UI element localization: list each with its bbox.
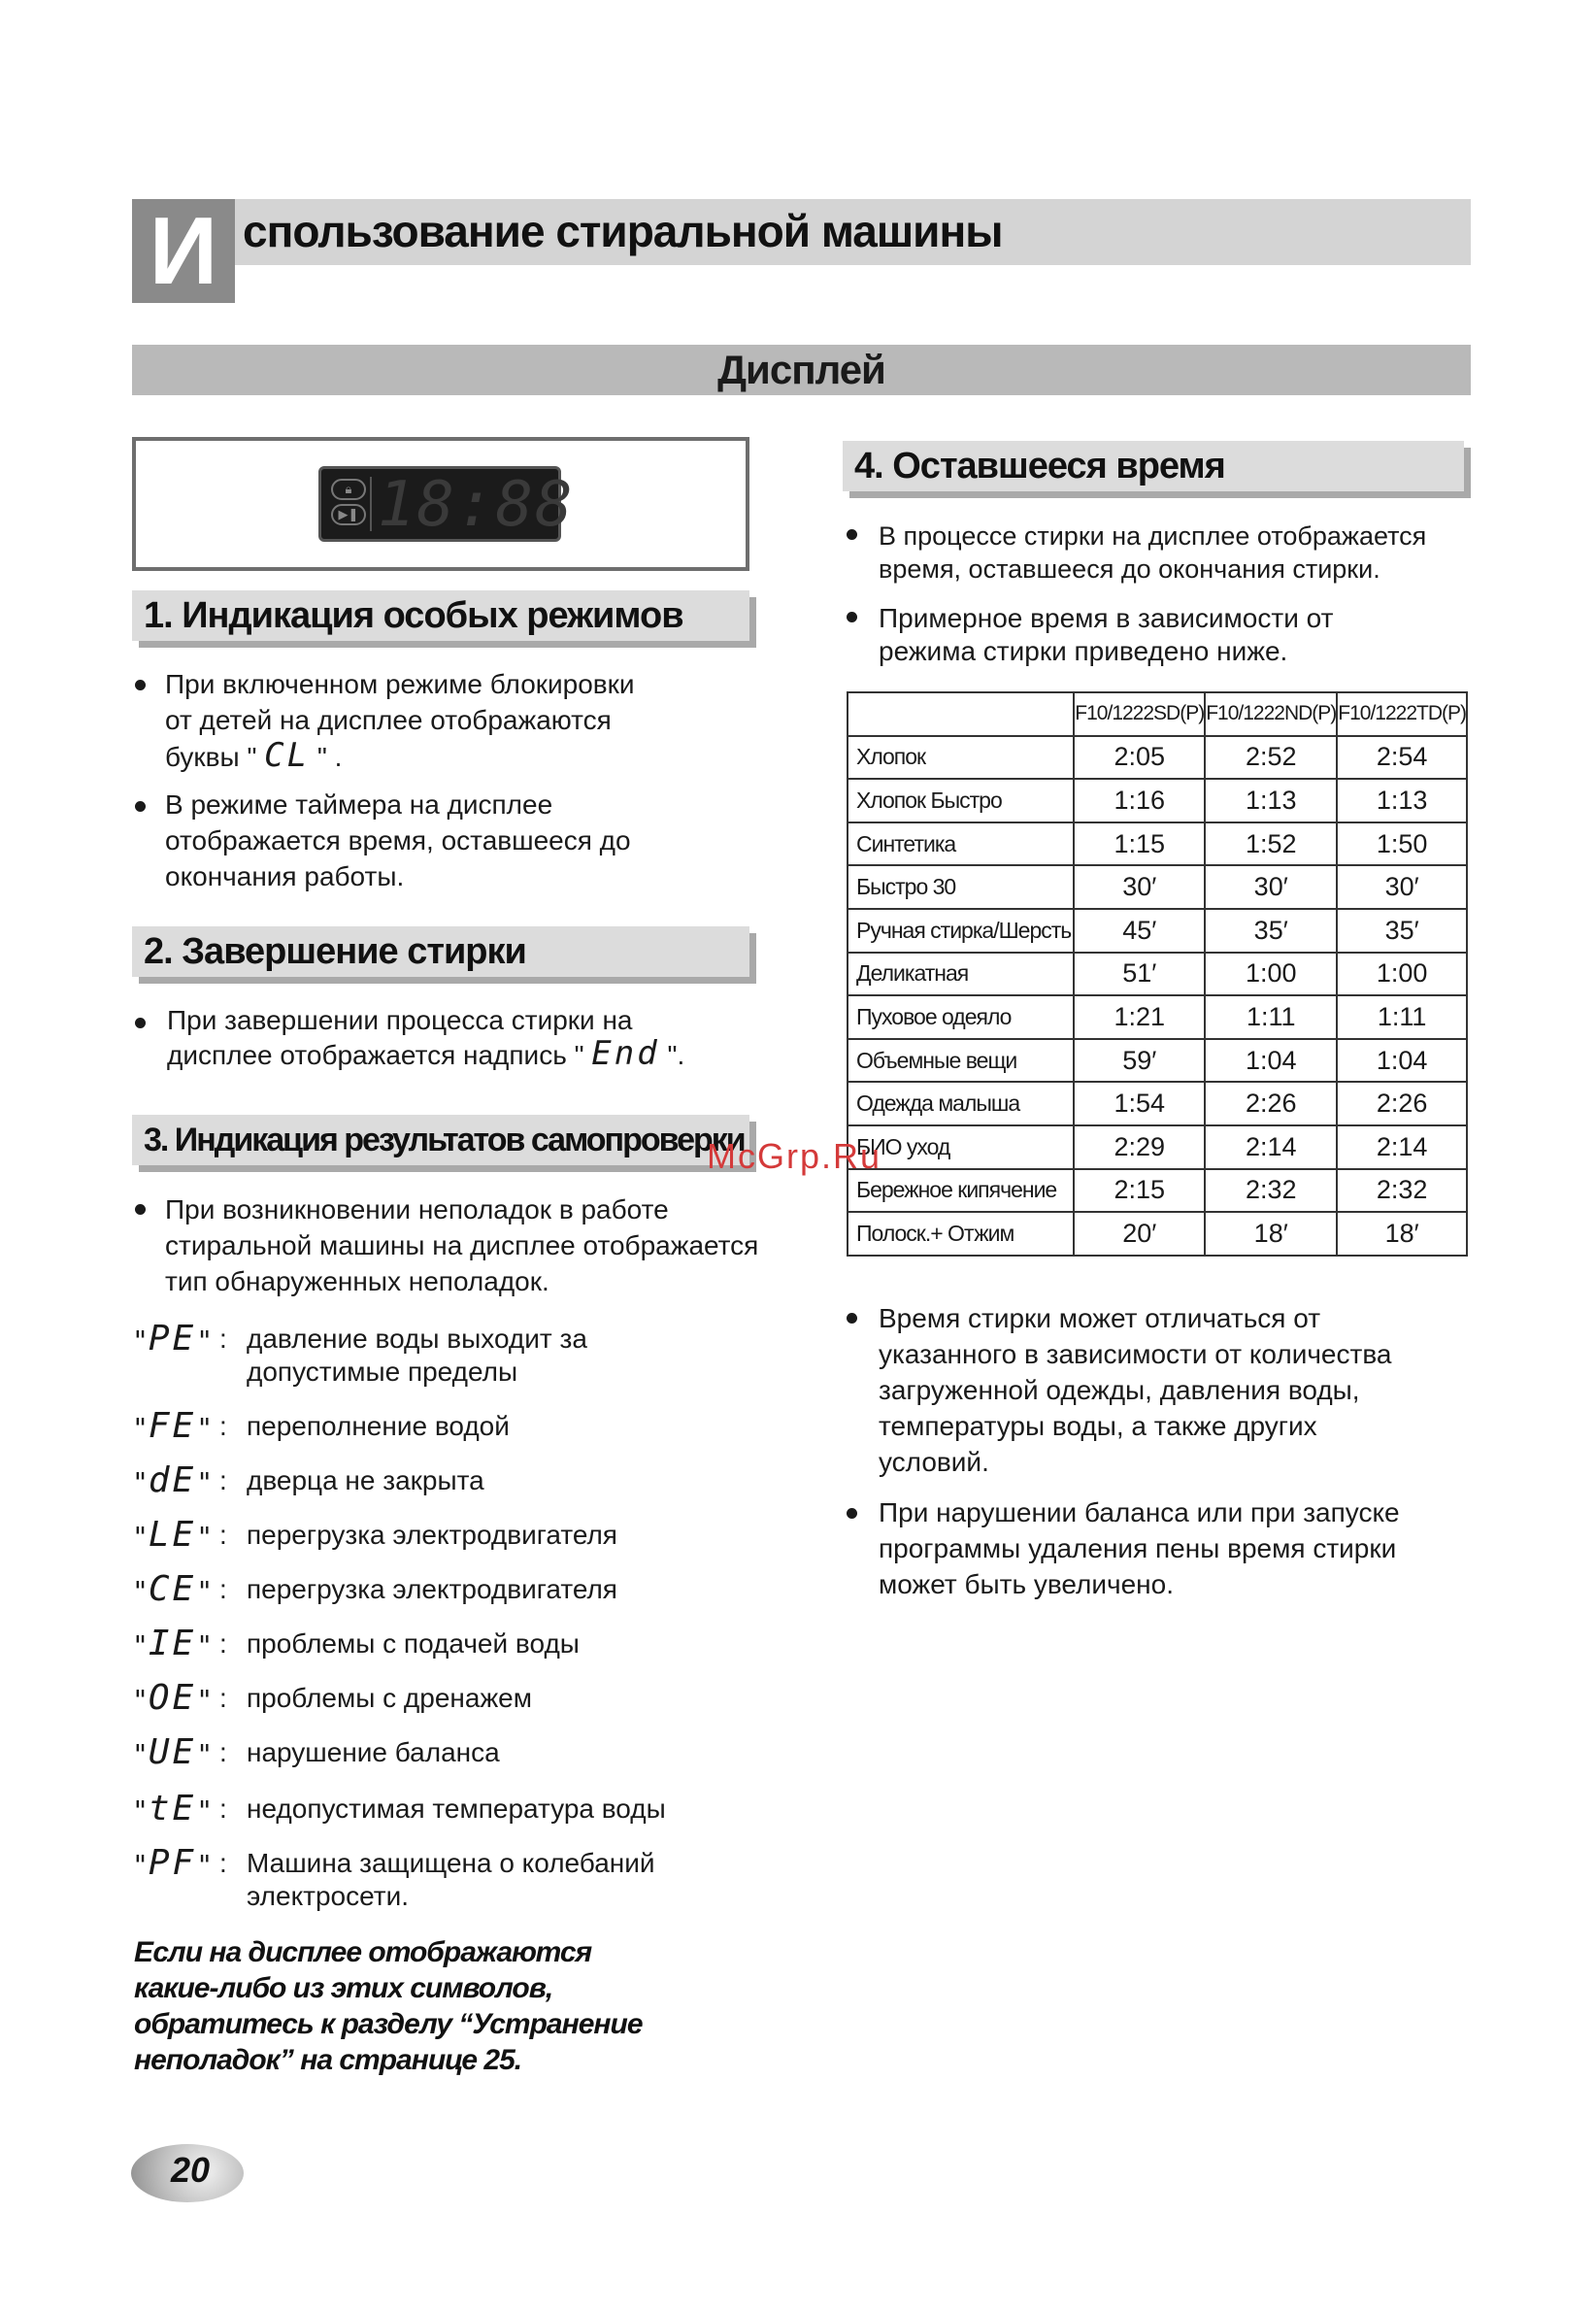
error-code: "PE"	[132, 1319, 214, 1358]
text-line: неполадок” на странице 25.	[134, 2044, 522, 2076]
time-cell: 2:26	[1205, 1082, 1337, 1125]
segment-code: PF	[148, 1843, 197, 1883]
program-name: Ручная стирка/Шерсть	[848, 909, 1074, 953]
program-name: Хлопок	[848, 736, 1074, 780]
table-row	[848, 995, 1467, 1039]
table-row	[848, 909, 1467, 953]
section-1-title: 1. Индикация особых режимов	[144, 595, 683, 636]
text-line: При завершении процесса стирки на	[167, 1005, 633, 1035]
time-cell: 2:14	[1337, 1125, 1467, 1169]
time-cell: 2:32	[1205, 1169, 1337, 1213]
time-cell: 2:14	[1205, 1125, 1337, 1169]
bullet	[135, 1204, 146, 1215]
text-line: окончания работы.	[165, 861, 405, 891]
table-row	[848, 779, 1467, 822]
error-description: нарушение баланса	[247, 1737, 500, 1767]
section-4-title: 4. Оставшееся время	[854, 446, 1225, 486]
text-line: стиральной машины на дисплее отображается	[165, 1230, 759, 1260]
time-cell: 1:11	[1205, 995, 1337, 1039]
text-line: В режиме таймера на дисплее	[165, 789, 553, 820]
bullet	[135, 1018, 146, 1028]
text-line: При включенном режиме блокировки	[165, 669, 635, 699]
text-line: температуры воды, а также других	[879, 1411, 1317, 1441]
time-cell: 1:21	[1074, 995, 1205, 1039]
program-name: Деликатная	[848, 953, 1074, 996]
lcd-digits: 18:88	[378, 469, 575, 541]
error-description	[247, 1323, 790, 1389]
segment-code: OE	[148, 1678, 197, 1718]
column-header: F10/1222SD(P)	[1074, 692, 1205, 736]
time-cell: 1:00	[1205, 953, 1337, 996]
section-1-bullet-2	[165, 787, 748, 894]
lcd-display	[318, 466, 575, 542]
text-fragment: дисплее отображается надпись "	[167, 1040, 584, 1070]
time-cell: 30′	[1205, 865, 1337, 909]
colon: :	[219, 1628, 227, 1659]
error-description: дверца не закрыта	[247, 1465, 484, 1495]
colon: :	[219, 1574, 227, 1604]
lcd-status-icons	[329, 477, 372, 531]
page-number: 20	[171, 2150, 211, 2190]
column-header: F10/1222ND(P)	[1205, 692, 1337, 736]
table-row	[848, 1212, 1467, 1256]
section-1-header	[132, 590, 749, 641]
time-cell: 1:50	[1337, 822, 1467, 866]
bullet	[847, 529, 857, 540]
program-name: Быстро 30	[848, 865, 1074, 909]
text-line: отображается время, оставшееся до	[165, 825, 631, 855]
time-cell: 1:00	[1337, 953, 1467, 996]
section-title: Дисплей	[717, 347, 885, 392]
time-cell: 59′	[1074, 1039, 1205, 1083]
section-2-header	[132, 926, 749, 977]
segment-code-cl: CL	[264, 736, 311, 775]
segment-code: CE	[148, 1569, 197, 1609]
program-name: Объемные вещи	[848, 1039, 1074, 1083]
time-cell: 1:13	[1337, 779, 1467, 822]
wash-time-table	[847, 691, 1468, 1257]
time-cell: 1:13	[1205, 779, 1337, 822]
error-code: "FE"	[132, 1406, 214, 1446]
text-line: Машина защищена о колебаний	[247, 1848, 655, 1878]
error-code: "LE"	[132, 1515, 214, 1555]
colon: :	[219, 1848, 227, 1878]
colon: :	[219, 1465, 227, 1495]
section-4-bullet-3	[879, 1300, 1480, 1480]
text-line: Время стирки может отличаться от	[879, 1303, 1321, 1333]
table-row	[848, 1169, 1467, 1213]
program-name: Синтетика	[848, 822, 1074, 866]
time-cell: 35′	[1205, 909, 1337, 953]
error-description: перегрузка электродвигателя	[247, 1520, 617, 1550]
section-1-bullet-1	[165, 666, 748, 775]
error-code: "OE"	[132, 1678, 214, 1718]
text-line: программы удаления пены время стирки	[879, 1533, 1397, 1563]
colon: :	[219, 1324, 227, 1354]
error-code: "tE"	[132, 1789, 214, 1828]
text-line: время, оставшееся до окончания стирки.	[879, 554, 1380, 584]
colon: :	[219, 1794, 227, 1824]
table-row	[848, 1082, 1467, 1125]
text-fragment: " .	[316, 742, 343, 772]
section-2-title: 2. Завершение стирки	[144, 931, 526, 972]
segment-code: LE	[148, 1515, 197, 1555]
text-line: какие-либо из этих символов,	[134, 1972, 553, 2004]
play-pause-icon: ▶❚	[331, 504, 366, 525]
program-name: Пуховое одеяло	[848, 995, 1074, 1039]
text-line: электросети.	[247, 1881, 410, 1911]
section-2-bullet-1	[167, 1004, 749, 1072]
time-cell: 1:16	[1074, 779, 1205, 822]
text-line: При нарушении баланса или при запуске	[879, 1497, 1400, 1527]
page-title: спользование стиральной машины	[243, 206, 1003, 256]
table-corner-cell	[848, 692, 1074, 736]
time-cell: 20′	[1074, 1212, 1205, 1256]
section-4-bullet-4	[879, 1494, 1480, 1602]
text-line: В процессе стирки на дисплее отображается	[879, 521, 1427, 551]
segment-code-end: End	[591, 1034, 660, 1073]
text-line: от детей на дисплее отображаются	[165, 705, 612, 735]
time-cell: 2:29	[1074, 1125, 1205, 1169]
text-line: тип обнаруженных неполадок.	[165, 1266, 549, 1296]
segment-code: UE	[148, 1732, 197, 1772]
watermark: McGrp.Ru	[707, 1136, 882, 1176]
text-line: давление воды выходит за	[247, 1324, 587, 1354]
error-description: проблемы с дренажем	[247, 1683, 532, 1713]
table-row	[848, 1039, 1467, 1083]
text-line: При возникновении неполадок в работе	[165, 1194, 669, 1224]
segment-code: tE	[148, 1789, 197, 1828]
time-cell: 30′	[1337, 865, 1467, 909]
table-row	[848, 1125, 1467, 1169]
time-cell: 1:52	[1205, 822, 1337, 866]
text-line	[165, 738, 748, 775]
section-3-bullet-1	[165, 1191, 767, 1299]
text-fragment: буквы "	[165, 742, 257, 772]
text-line: может быть увеличено.	[879, 1569, 1174, 1599]
text-line: загруженной одежды, давления воды,	[879, 1375, 1360, 1405]
error-description: переполнение водой	[247, 1411, 510, 1441]
time-cell: 35′	[1337, 909, 1467, 953]
time-cell: 2:26	[1337, 1082, 1467, 1125]
section-3-header	[132, 1115, 749, 1165]
program-name: Хлопок Быстро	[848, 779, 1074, 822]
time-cell: 2:15	[1074, 1169, 1205, 1213]
colon: :	[219, 1520, 227, 1550]
table-header-row	[848, 692, 1467, 736]
program-name: БИО уход	[848, 1125, 1074, 1169]
time-cell: 2:54	[1337, 736, 1467, 780]
error-code: "IE"	[132, 1624, 214, 1663]
text-line: обратитесь к разделу “Устранение	[134, 2008, 643, 2040]
text-line: условий.	[879, 1447, 989, 1477]
section-4-bullet-1	[879, 520, 1480, 586]
segment-code: FE	[148, 1406, 197, 1446]
program-name: Бережное кипячение	[848, 1169, 1074, 1213]
colon: :	[219, 1411, 227, 1441]
error-code: "UE"	[132, 1732, 214, 1772]
text-line: Примерное время в зависимости от	[879, 603, 1334, 633]
segment-code: PE	[148, 1319, 197, 1358]
bullet	[135, 680, 146, 690]
table-row	[848, 736, 1467, 780]
section-4-header	[843, 441, 1464, 491]
time-cell: 2:05	[1074, 736, 1205, 780]
error-description: перегрузка электродвигателя	[247, 1574, 617, 1604]
error-code: "dE"	[132, 1460, 214, 1500]
time-cell: 30′	[1074, 865, 1205, 909]
text-line	[167, 1034, 749, 1073]
time-cell: 18′	[1337, 1212, 1467, 1256]
colon: :	[219, 1737, 227, 1767]
error-code: "CE"	[132, 1569, 214, 1609]
error-code: "PF"	[132, 1843, 214, 1883]
time-cell: 1:04	[1205, 1039, 1337, 1083]
time-cell: 2:32	[1337, 1169, 1467, 1213]
troubleshooting-note	[134, 1934, 678, 2078]
bullet	[847, 612, 857, 622]
colon: :	[219, 1683, 227, 1713]
text-line: указанного в зависимости от количества	[879, 1339, 1392, 1369]
time-cell: 51′	[1074, 953, 1205, 996]
time-cell: 1:11	[1337, 995, 1467, 1039]
error-description: недопустимая температура воды	[247, 1794, 666, 1824]
bullet	[847, 1313, 857, 1324]
column-header: F10/1222TD(P)	[1337, 692, 1467, 736]
time-cell: 1:04	[1337, 1039, 1467, 1083]
section-3-title: 3. Индикация результатов самопроверки	[144, 1122, 745, 1158]
child-lock-icon: 🔒︎	[331, 479, 366, 500]
segment-code: dE	[148, 1460, 197, 1500]
bullet	[847, 1508, 857, 1519]
time-cell: 1:54	[1074, 1082, 1205, 1125]
section-4-bullet-2	[879, 602, 1480, 668]
title-initial-letter: И	[132, 199, 235, 303]
text-fragment: ".	[667, 1040, 685, 1070]
text-line: Если на дисплее отображаются	[134, 1936, 592, 1968]
time-cell: 18′	[1205, 1212, 1337, 1256]
table-row	[848, 953, 1467, 996]
error-description: проблемы с подачей воды	[247, 1628, 580, 1659]
text-line: режима стирки приведено ниже.	[879, 636, 1288, 666]
time-cell: 2:52	[1205, 736, 1337, 780]
program-name: Полоск.+ Отжим	[848, 1212, 1074, 1256]
time-cell: 1:15	[1074, 822, 1205, 866]
table-row	[848, 822, 1467, 866]
program-name: Одежда малыша	[848, 1082, 1074, 1125]
time-cell: 45′	[1074, 909, 1205, 953]
text-line: допустимые пределы	[247, 1357, 518, 1387]
segment-code: IE	[148, 1624, 197, 1663]
error-description	[247, 1847, 790, 1913]
bullet	[135, 801, 146, 812]
table-row	[848, 865, 1467, 909]
